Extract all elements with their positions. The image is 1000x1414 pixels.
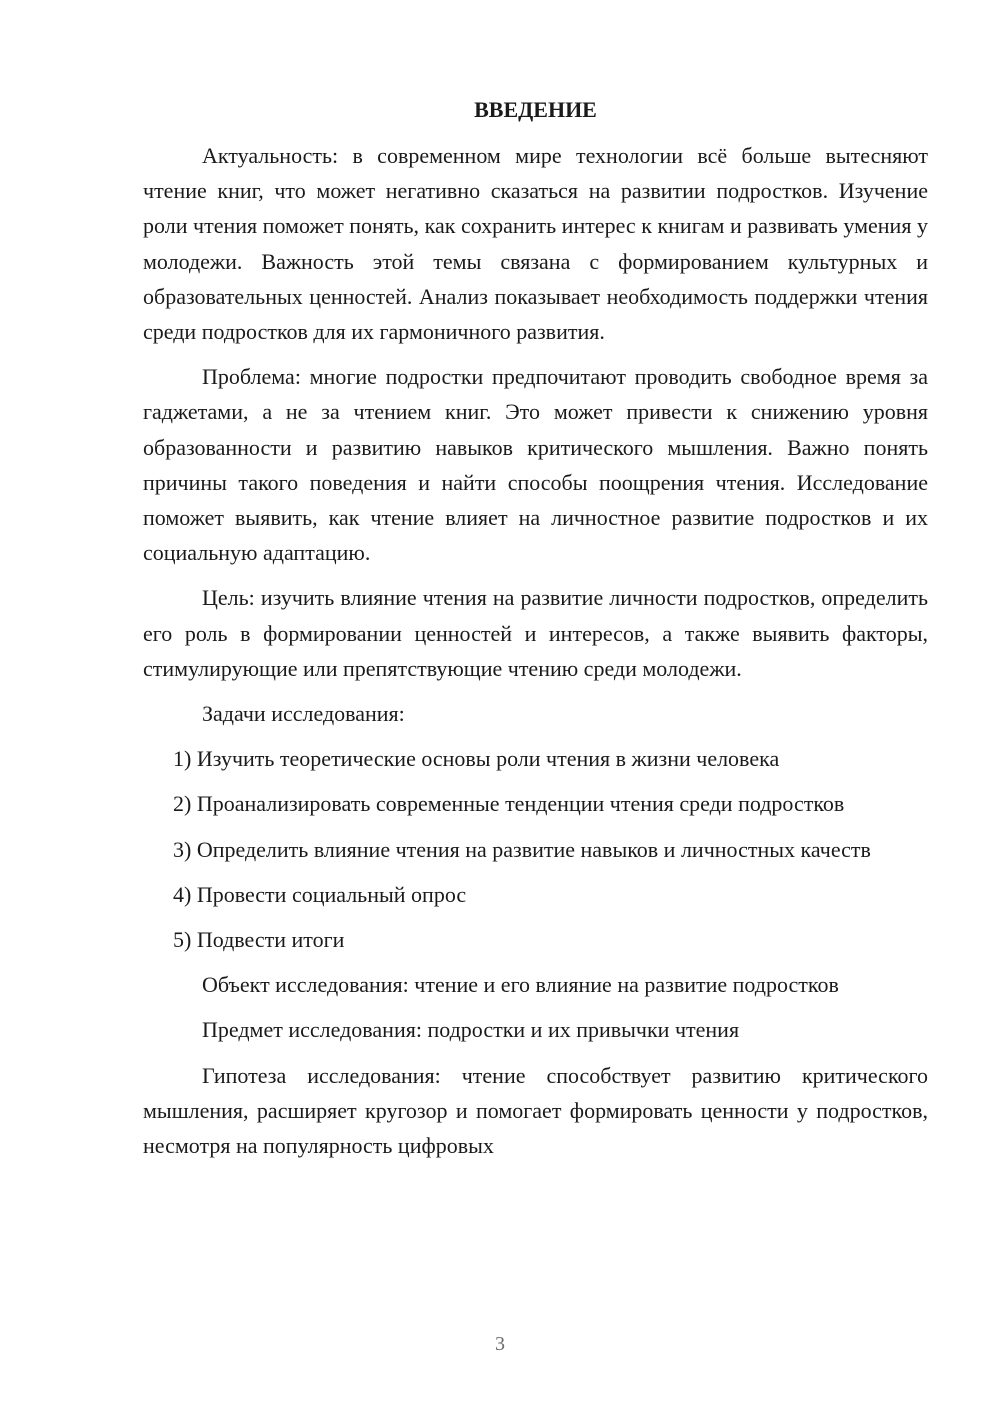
hypothesis-paragraph: Гипотеза исследования: чтение способствует развитию критического мышления, расширяет кругозор и помогает формировать ценности у подростков, несмотря на популярность цифровых	[143, 1062, 928, 1159]
problem-paragraph: Проблема: многие подростки предпочитают проводить свободное время за гаджетами, а не за чтением книг. Это может привести к снижению уровня образованности и развитию навыков критического мышления. Важно понять причины такого поведения и найти способы поощрения чтения. Исследование поможет выявить, как чтение влияет на личностное развитие подростков и их социальную адаптацию.	[143, 364, 928, 566]
goal-paragraph: Цель: изучить влияние чтения на развитие личности подростков, определить его роль в формировании ценностей и интересов, а также выявить факторы, стимулирующие или препятствующие чтению среди молодежи.	[143, 585, 928, 681]
task-item-2: 2) Проанализировать современные тенденции чтения среди подростков	[173, 791, 845, 817]
task-item-1: 1) Изучить теоретические основы роли чтения в жизни человека	[173, 746, 780, 772]
task-item-4: 4) Провести социальный опрос	[173, 881, 467, 907]
page-body	[143, 96, 928, 1173]
task-item-5: 5) Подвести итоги	[173, 927, 345, 953]
page-title: ВВЕДЕНИЕ	[474, 97, 597, 122]
relevance-paragraph: Актуальность: в современном мире технологии всё больше вытесняют чтение книг, что может негативно сказаться на развитии подростков. Изучение роли чтения поможет понять, как сохранить интерес к книгам и развивать умения у молодежи. Важность этой темы связана с формированием культурных и образовательных ценностей. Анализ показывает необходимость поддержки чтения среди подростков для их гармоничного развития.	[143, 143, 928, 345]
object-paragraph: Объект исследования: чтение и его влияние на развитие подростков	[202, 972, 839, 998]
tasks-heading: Задачи исследования:	[202, 701, 405, 727]
page-number: 3	[495, 1333, 505, 1355]
subject-paragraph: Предмет исследования: подростки и их привычки чтения	[202, 1017, 740, 1043]
task-item-3: 3) Определить влияние чтения на развитие навыков и личностных качеств	[173, 836, 871, 862]
